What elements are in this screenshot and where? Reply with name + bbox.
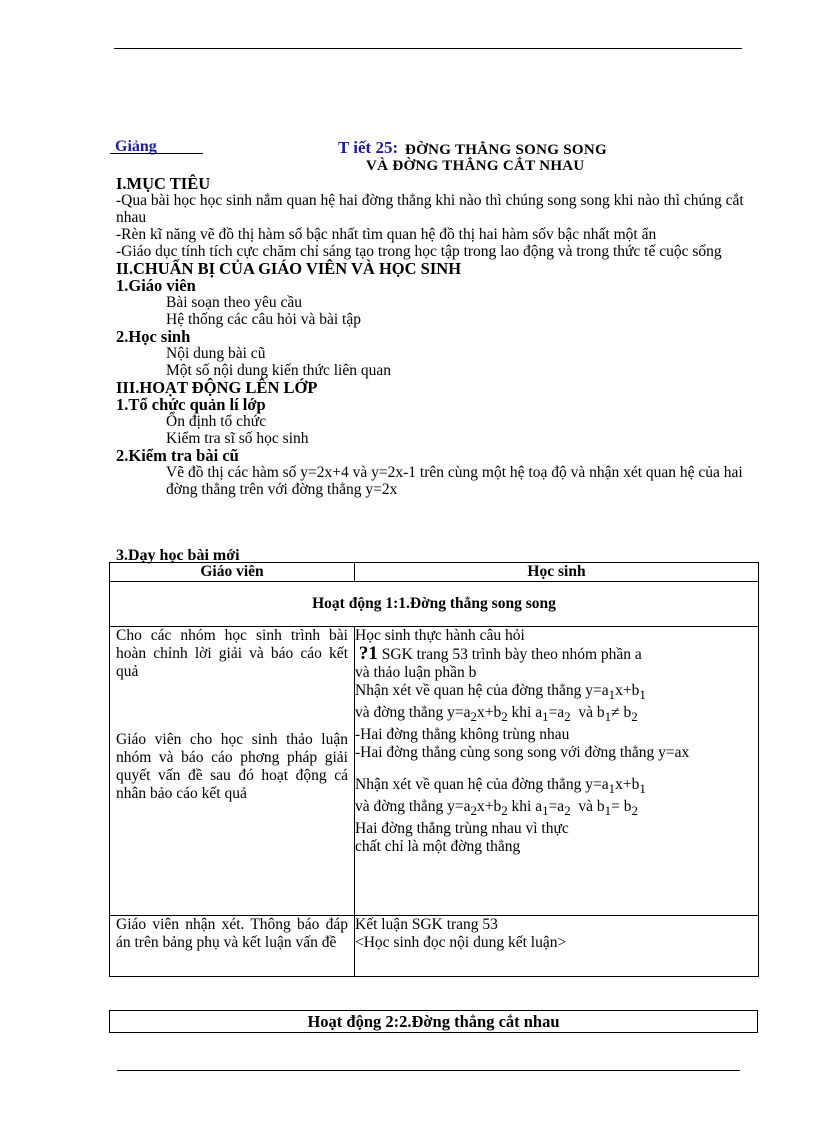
teacher-prep-item: Hệ thống các câu hỏi và bài tập xyxy=(166,311,361,328)
check-text: Vẽ đồ thị các hàm số y=2x+4 và y=2x-1 trên cùng một hệ toạ độ và nhận xét quan hệ của hai đờng thẳng trên với đờng thẳng y=2x xyxy=(166,464,743,498)
org-heading: 1.Tổ chức quản lí lớp xyxy=(116,395,266,414)
row1-teacher-text-b: Giáo viên cho học sinh thảo luận nhóm và báo cáo phơng pháp giải quyết vấn đề sau đó hoạt động cá nhân bảo cáo kết quả xyxy=(116,731,348,802)
row1-teacher xyxy=(110,627,355,916)
prep-heading: II.CHUẨN BỊ CỦA GIÁO VIÊN VÀ HỌC SINH xyxy=(116,259,462,278)
activities-heading: III.HOẠT ĐỘNG LÊN LỚP xyxy=(116,378,318,397)
teacher-prep-heading: 1.Giáo viên xyxy=(116,276,196,295)
conclusion-line: Kết luận SGK trang 53 xyxy=(355,916,498,933)
activity2-title: Hoạt động 2:2.Đờng thẳng cắt nhau xyxy=(109,1010,758,1033)
student-line: Học sinh thực hành câu hỏi xyxy=(355,627,525,644)
student-line: Hai đờng thẳng trùng nhau vì thực xyxy=(355,820,569,838)
row2-student xyxy=(355,916,759,977)
col-header-teacher: Giáo viên xyxy=(110,563,355,582)
student-line-text: Nhận xét về quan hệ của đờng thẳng y=a xyxy=(355,776,609,794)
row2-teacher: Giáo viên nhận xét. Thông báo đáp án trên bảng phụ và kết luận vấn đề xyxy=(110,916,355,977)
student-line xyxy=(355,645,752,664)
student-line: Nhận xét về quan hệ của đờng thẳng $y=a_1x+b_1$ xyxy=(355,682,646,703)
activity-table xyxy=(109,562,759,977)
student-line: và đờng thẳng $y=a_2x+b_2$ khi $a_1=a_2$ và $b_1= b_2$ xyxy=(355,798,638,819)
student-line-text: và đờng thẳng y=a xyxy=(355,798,471,816)
lesson-body xyxy=(116,175,766,498)
student-line: -Hai đờng thẳng cùng song song với đờng thẳng y=ax xyxy=(355,744,690,762)
objective-item: -Giáo dục tính tích cực chăm chỉ sáng tạo trong học tập trong lao động và trong thức tế cuộc sống xyxy=(116,243,722,260)
student-line: Nhận xét về quan hệ của đờng thẳng $y=a_1x+b_1$ xyxy=(355,776,646,797)
student-line: -Hai đờng thẳng không trùng nhau xyxy=(355,726,570,744)
objective-item: -Rèn kĩ năng vẽ đồ thị hàm số bậc nhất tìm quan hệ đồ thị hai hàm sốv bậc nhất một ẩn xyxy=(116,226,657,243)
row1-student xyxy=(355,627,759,916)
header-rule xyxy=(114,48,742,49)
question-mark: ?1 xyxy=(358,643,378,664)
student-line: và đờng thẳng $y=a_2x+b_2$ khi $a_1=a_2$ và $b_1\ne b_2$ xyxy=(355,704,638,725)
giang-underline xyxy=(110,153,203,154)
student-line: và thảo luận phần b xyxy=(355,664,477,681)
conclusion-note: <Học sinh đọc nội dung kết luận> xyxy=(355,934,567,951)
activity1-title: Hoạt động 1:1.Đờng thẳng song song xyxy=(110,582,759,627)
student-line-text: và đờng thẳng y=a xyxy=(355,704,471,722)
check-heading: 2.Kiểm tra bài cũ xyxy=(116,446,239,465)
lesson-title-line2: VÀ ĐỜNG THẲNG CẮT NHAU xyxy=(366,158,585,174)
lesson-number: T iết 25: xyxy=(338,138,399,157)
org-item: Ổn định tổ chức xyxy=(166,413,267,430)
objectives-heading: I.MỤC TIÊU xyxy=(116,174,211,193)
giang-label: Giảng xyxy=(115,138,157,155)
student-line-text: SGK trang 53 trình bày theo nhóm phần a xyxy=(377,646,642,663)
student-prep-item: Nội dung bài cũ xyxy=(166,345,266,362)
student-prep-item: Một số nội dung kiến thức liên quan xyxy=(166,362,391,379)
lesson-heading: 3.Dạy học bài mới xyxy=(116,547,240,564)
footer-rule xyxy=(117,1070,740,1071)
teacher-prep-item: Bài soạn theo yêu cầu xyxy=(166,294,303,311)
student-line: chất chỉ là một đờng thẳng xyxy=(355,838,521,856)
row1-teacher-text-a: Cho các nhóm học sinh trình bài hoàn chỉnh lời giải và báo cáo kết quả xyxy=(116,627,348,680)
col-header-student: Học sinh xyxy=(355,563,759,582)
student-prep-heading: 2.Học sinh xyxy=(116,327,191,346)
student-line-text: Nhận xét về quan hệ của đờng thẳng y=a xyxy=(355,682,609,699)
lesson-title-line1: ĐỜNG THẲNG SONG SONG xyxy=(405,142,608,158)
objective-item: -Qua bài học học sinh nắm quan hệ hai đờng thẳng khi nào thì chúng song song khi nào thì chúng cắt nhau xyxy=(116,192,744,226)
org-item: Kiểm tra sĩ số học sinh xyxy=(166,430,309,447)
